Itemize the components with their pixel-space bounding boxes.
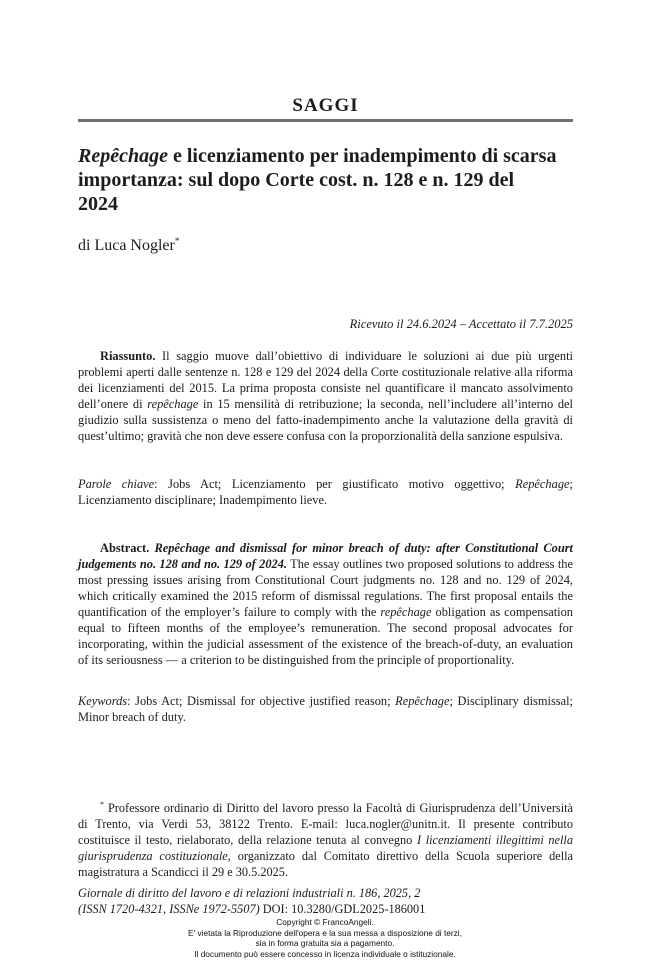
parole-chiave-text-1: : Jobs Act; Licenziamento per giustificato motivo oggettivo; xyxy=(154,477,516,491)
journal-name: Giornale di diritto del lavoro e di relazioni industriali n. 186, 2025, 2 xyxy=(78,886,421,900)
abstract-paragraph xyxy=(78,540,573,668)
footnote-text-1: Professore ordinario di Diritto del lavoro presso la Facoltà di Giurisprudenza dell’Università di Trento, via Verdi 53, 38122 Trento. E-mail: luca.nogler@unitn.it. Il presente contributo costituisce il testo, rielaborato, della relazione tenuta al convegno xyxy=(78,801,573,847)
riassunto-term: repêchage xyxy=(147,397,199,411)
riassunto-paragraph xyxy=(78,348,573,444)
riassunto-text-1: Il saggio muove dall’obiettivo di individuare le soluzioni ai due più urgenti problemi aperti dalle sentenze n. 128 e 129 del 2024 della Corte costituzionale relative alla riforma dei licenziamenti del 2015. La prima proposta consiste nel quantificare il mancato assolvimento dell’onere di xyxy=(78,349,573,411)
keywords-text-2: ; Disciplinary dismissal; Minor breach of duty. xyxy=(78,694,573,724)
copyright-line-3: sia in forma gratuita sia a pagamento. xyxy=(255,938,395,948)
copyright-line-1: Copyright © FrancoAngeli. xyxy=(276,917,374,927)
copyright-line-4: Il documento può essere concesso in licenza individuale o istituzionale. xyxy=(194,948,456,959)
section-divider xyxy=(78,119,573,122)
footnote-mark: * xyxy=(100,800,104,809)
author-name: di Luca Nogler xyxy=(78,237,175,254)
title-rest: e licenziamento per inadempimento di scarsa importanza: sul dopo Corte cost. n. 128 e n. 129 del 2024 xyxy=(78,145,557,215)
abstract-english-title: Repêchage and dismissal for minor breach of duty: after Constitutional Court judgements no. 128 and no. 129 of 2024. xyxy=(78,541,573,571)
riassunto-text-2: in 15 mensilità di retribuzione; la seconda, nell’includere all’interno del giudizio sulla sussistenza o meno del fatto-inadempimento anche la valutazione della gravità di quest’ultimo; gravità che non deve essere confusa con la proporzionalità della sanzione espulsiva. xyxy=(78,397,573,443)
section-heading: SAGGI xyxy=(292,95,359,116)
keywords-label: Keywords xyxy=(78,694,128,708)
riassunto-label: Riassunto. xyxy=(100,349,156,363)
abstract-text-1: The essay outlines two proposed solutions to address the most pressing issues arising from Constitutional Court judgments no. 128 and no. 129 of 2024, which critically examined the 2015 reform of dismissal regulations. The first proposal entails the quantification of the employer’s failure to comply with the xyxy=(78,557,573,619)
keywords-term: Repêchage xyxy=(395,694,450,708)
author-footnote xyxy=(78,797,573,880)
parole-chiave-paragraph xyxy=(78,476,573,508)
keywords-paragraph xyxy=(78,693,573,725)
author-footnote-mark: * xyxy=(174,236,180,246)
parole-chiave-term: Repêchage xyxy=(515,477,570,491)
journal-citation xyxy=(78,885,573,917)
abstract-text-2: obligation as compensation equal to fifteen months of the employee’s remuneration. The second proposal advocates for incorporating, within the judicial assessment of the existence of the breach-of-duty, an evaluation of its seriousness — a criterion to be distinguished from the principle of proportionality. xyxy=(78,605,573,667)
keywords-text-1: : Jobs Act; Dismissal for objective justified reason; xyxy=(127,694,396,708)
abstract-label: Abstract. xyxy=(100,541,150,555)
journal-doi: DOI: 10.3280/GDL2025-186001 xyxy=(259,902,426,916)
journal-issn: (ISSN 1720-4321, ISSNe 1972-5507) xyxy=(78,902,260,916)
article-title xyxy=(78,144,558,216)
parole-chiave-label: Parole chiave xyxy=(78,477,155,491)
abstract-term: repêchage xyxy=(380,605,432,619)
copyright-notice xyxy=(0,917,650,959)
copyright-line-2: E' vietata la Riproduzione dell'opera e la sua messa a disposizione di terzi, xyxy=(188,927,462,938)
parole-chiave-text-2: ; Licenziamento disciplinare; Inadempimento lieve. xyxy=(78,477,573,507)
received-accepted-dates: Ricevuto il 24.6.2024 – Accettato il 7.7.2025 xyxy=(349,317,573,331)
article-author xyxy=(78,236,179,255)
title-italic-word: Repêchage xyxy=(78,145,168,167)
footnote-text-2: , organizzato dal Comitato direttivo della Scuola superiore della magistratura a Scandicci il 29 e 30.5.2025. xyxy=(78,849,573,879)
footnote-conference-title: I licenziamenti illegittimi nella giurisprudenza costituzionale xyxy=(78,833,573,863)
